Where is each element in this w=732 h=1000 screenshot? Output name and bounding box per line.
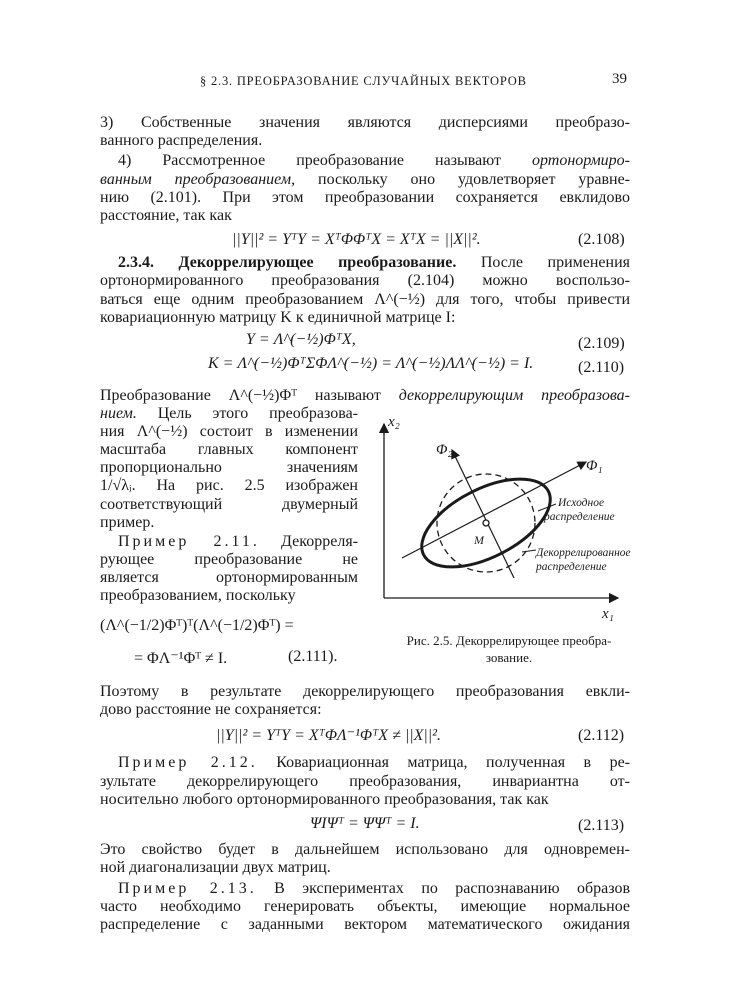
- text-line: Пример 2.11. Декорреля-: [118, 533, 358, 550]
- text-line: Пример 2.12. Ковариационная матрица, полученная в ре-: [118, 754, 630, 771]
- running-header: § 2.3. ПРЕОБРАЗОВАНИЕ СЛУЧАЙНЫХ ВЕКТОРОВ: [200, 74, 527, 88]
- section-heading: 2.3.4. Декоррелирующее преобразование.: [118, 254, 457, 271]
- example-label: Пример 2.12.: [118, 754, 258, 771]
- text-line: 4) Рассмотренное преобразование называют ортонормиро-: [118, 152, 630, 169]
- equation-number: (2.108): [578, 231, 625, 248]
- text-line: рующее преобразование не: [100, 551, 358, 568]
- text-line: Поэтому в результате декоррелирующего преобразования евкли-: [100, 683, 630, 700]
- text-line: распределение с заданными вектором математического ожидания: [100, 916, 630, 933]
- equation: Y = Λ^(−½)ΦᵀX,: [246, 331, 356, 348]
- text-line: нию (2.101). При этом преобразовании сохраняется евклидово: [100, 189, 630, 206]
- text-line: Пример 2.13. В экспериментах по распознаванию образов: [118, 880, 631, 897]
- equation: (Λ^(−1/2)Φᵀ)ᵀ(Λ^(−1/2)Φᵀ) =: [100, 617, 294, 634]
- axis-label-x1: x₁: [602, 606, 614, 622]
- equation: ||Y||² = YᵀY = XᵀΦΦᵀX = XᵀX = ||X||².: [232, 231, 481, 248]
- phi2-axis: [452, 450, 514, 578]
- text-line: расстояние, так как: [100, 207, 232, 224]
- text-line: дово расстояние не сохраняется:: [100, 701, 322, 718]
- text-line: ковариационную матрицу K к единичной матрице I:: [100, 309, 456, 326]
- equation-number: (2.112): [578, 727, 625, 744]
- equation: ΨIΨᵀ = ΨΨᵀ = I.: [310, 815, 420, 832]
- phi1-axis: [402, 462, 586, 558]
- text-line: носительно любого ортонормированного преобразования, так как: [100, 791, 549, 808]
- equation: = ΦΛ⁻¹Φᵀ ≠ I.: [134, 650, 228, 667]
- equation-number: (2.111).: [288, 648, 338, 665]
- axis-label-x2: x₂: [388, 414, 400, 430]
- label-source-2: распределение: [544, 511, 615, 523]
- page-number: 39: [612, 71, 627, 87]
- label-phi1: Φ₁: [586, 458, 603, 474]
- figure-caption: Рис. 2.5. Декоррелирующее преобра- зование.: [406, 633, 612, 665]
- text-line: часто необходимо генерировать объекты, имеющие нормальное: [100, 898, 630, 915]
- text-line: является ортонормированным: [100, 569, 358, 586]
- label-decor-1: Декоррелированное: [536, 547, 631, 559]
- equation: ||Y||² = YᵀY = XᵀΦΛ⁻¹ΦᵀX ≠ ||X||².: [216, 727, 441, 744]
- equation: K = Λ^(−½)ΦᵀΣΦΛ^(−½) = Λ^(−½)ΛΛ^(−½) = I.: [208, 355, 534, 372]
- label-phi2: Φ₂: [436, 442, 453, 458]
- equation-number: (2.110): [578, 359, 625, 376]
- leader-line: [522, 550, 536, 552]
- label-mean: M: [474, 533, 484, 547]
- text-line: зультате декоррелирующего преобразования, инвариантна от-: [100, 773, 630, 790]
- text-line: 1/√λᵢ. На рис. 2.5 изображен: [100, 477, 358, 494]
- label-decor-2: распределение: [536, 561, 607, 573]
- text-line: 2.3.4. Декоррелирующее преобразование. После применения: [118, 254, 630, 271]
- equation-number: (2.113): [578, 817, 625, 834]
- text-line: ортонормированного преобразования (2.104) можно воспользо-: [100, 272, 630, 289]
- text-line: масштаба главных компонент: [100, 441, 358, 458]
- figure-decorrelation: [372, 410, 632, 630]
- label-source-1: Исходное: [558, 497, 605, 509]
- text-line: ваться еще одним преобразованием Λ^(−½) для того, чтобы привести: [100, 291, 630, 308]
- example-label: Пример 2.13.: [118, 880, 257, 897]
- example-label: Пример 2.11.: [118, 533, 260, 550]
- text-line: ния Λ^(−½) состоит в изменении: [100, 423, 358, 440]
- text-line: ванным преобразованием, поскольку оно удовлетворяет уравне-: [100, 171, 631, 188]
- text-line: 3) Собственные значения являются дисперсиями преобразо-: [100, 114, 630, 131]
- text-line: пример.: [100, 514, 155, 531]
- text-line: нием. Цель этого преобразова-: [100, 405, 358, 422]
- text-line: соответствующий двумерный: [100, 496, 358, 513]
- text-line: ной диагонализации двух матриц.: [100, 859, 331, 876]
- text-line: Это свойство будет в дальнейшем использовано для одновремен-: [100, 841, 630, 858]
- text-line: ванного распределения.: [100, 132, 263, 149]
- text-line: преобразованием, поскольку: [100, 587, 296, 604]
- text-line: Преобразование Λ^(−½)Φᵀ называют декоррелирующим преобразова-: [100, 387, 630, 404]
- mean-point: [483, 520, 489, 526]
- text-line: пропорционально значениям: [100, 459, 358, 476]
- equation-number: (2.109): [578, 335, 625, 352]
